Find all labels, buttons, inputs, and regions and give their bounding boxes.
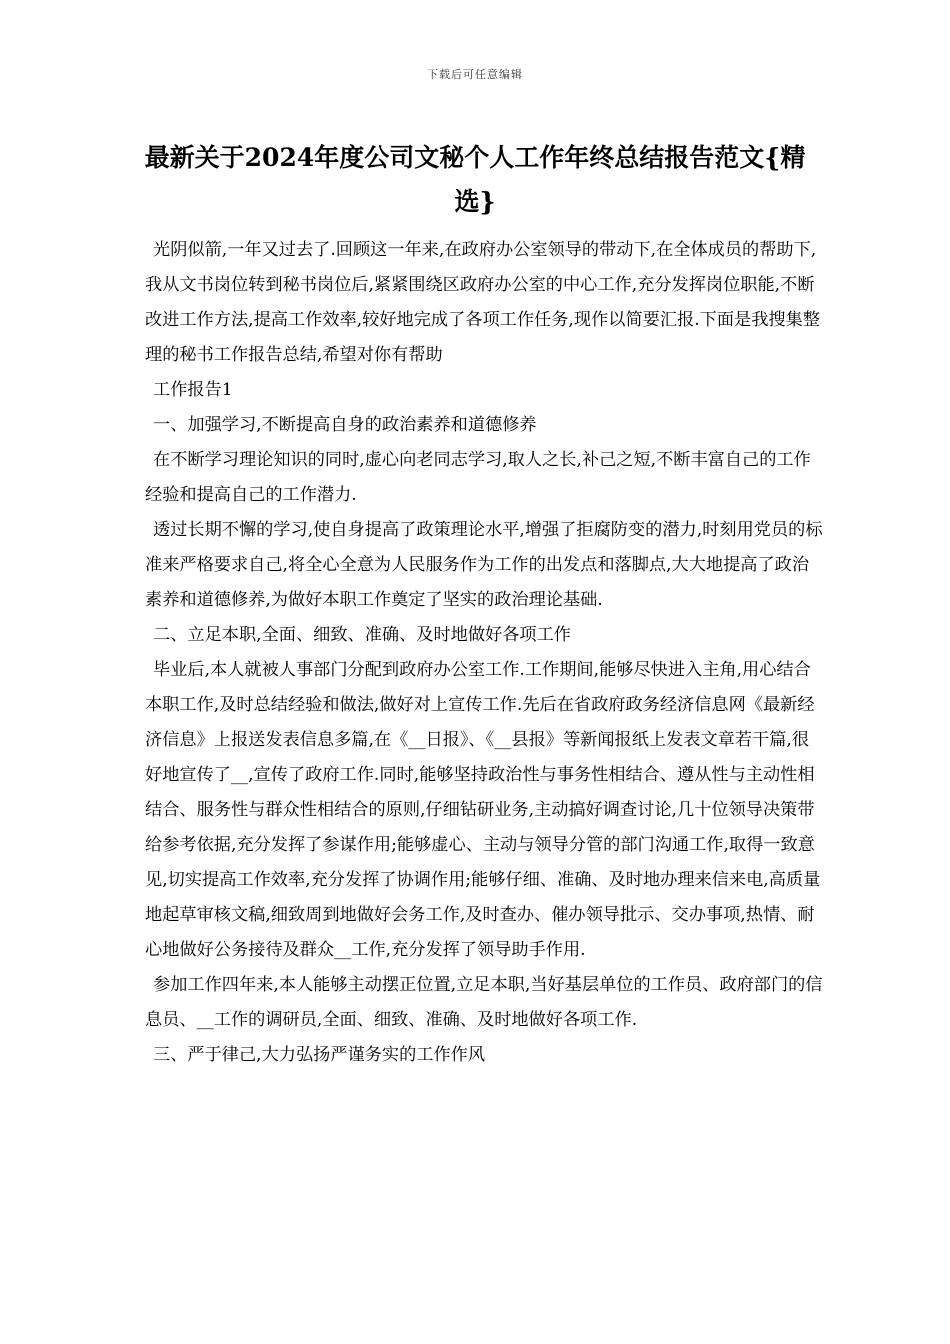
document-body: [145, 233, 825, 1073]
section-heading-2: 二、立足本职,全面、细致、准确、及时地做好各项工作: [153, 625, 571, 645]
document-title: 最新关于2024年度公司文秘个人工作年终总结报告范文{精选}: [144, 143, 806, 216]
section-heading-1: 一、加强学习,不断提高自身的政治素养和道德修养: [153, 415, 537, 435]
header-note: 下载后可任意编辑: [427, 68, 523, 81]
section-heading-3: 三、严于律己,大力弘扬严谨务实的工作作风: [153, 1045, 486, 1065]
paragraph-intro: 光阴似箭,一年又过去了.回顾这一年来,在政府办公室领导的带动下,在全体成员的帮助下,我从文书岗位转到秘书岗位后,紧紧围绕区政府办公室的中心工作,充分发挥岗位职能,不断改进工作方法,提高工作效率,较好地完成了各项工作任务,现作以简要汇报.下面是我搜集整理的秘书工作报告总结,希望对你有帮助: [145, 240, 820, 365]
paragraph: 透过长期不懈的学习,使自身提高了政策理论水平,增强了拒腐防变的潜力,时刻用党员的标准来严格要求自己,将全心全意为人民服务作为工作的出发点和落脚点,大大地提高了政治素养和道德修养,为做好本职工作奠定了坚实的政治理论基础.: [145, 520, 823, 610]
paragraph: 参加工作四年来,本人能够主动摆正位置,立足本职,当好基层单位的工作员、政府部门的信息员、__工作的调研员,全面、细致、准确、及时地做好各项工作.: [145, 975, 823, 1030]
report-label: 工作报告1: [153, 380, 233, 400]
paragraph: 毕业后,本人就被人事部门分配到政府办公室工作.工作期间,能够尽快进入主角,用心结合本职工作,及时总结经验和做法,做好对上宣传工作.先后在省政府政务经济信息网《最新经济信息》上报送发表信息多篇,在《__日报》、《__县报》等新闻报纸上发表文章若干篇,很好地宣传了__,宣传了政府工作.同时,能够坚持政治性与事务性相结合、遵从性与主动性相结合、服务性与群众性相结合的原则,仔细钻研业务,主动搞好调查讨论,几十位领导决策带给参考依据,充分发挥了参谋作用;能够虚心、主动与领导分管的部门沟通工作,取得一致意见,切实提高工作效率,充分发挥了协调作用;能够仔细、准确、及时地办理来信来电,高质量地起草审核文稿,细致周到地做好会务工作,及时查办、催办领导批示、交办事项,热情、耐心地做好公务接待及群众__工作,充分发挥了领导助手作用.: [145, 660, 821, 960]
paragraph: 在不断学习理论知识的同时,虚心向老同志学习,取人之长,补己之短,不断丰富自己的工作经验和提高自己的工作潜力.: [145, 450, 811, 505]
